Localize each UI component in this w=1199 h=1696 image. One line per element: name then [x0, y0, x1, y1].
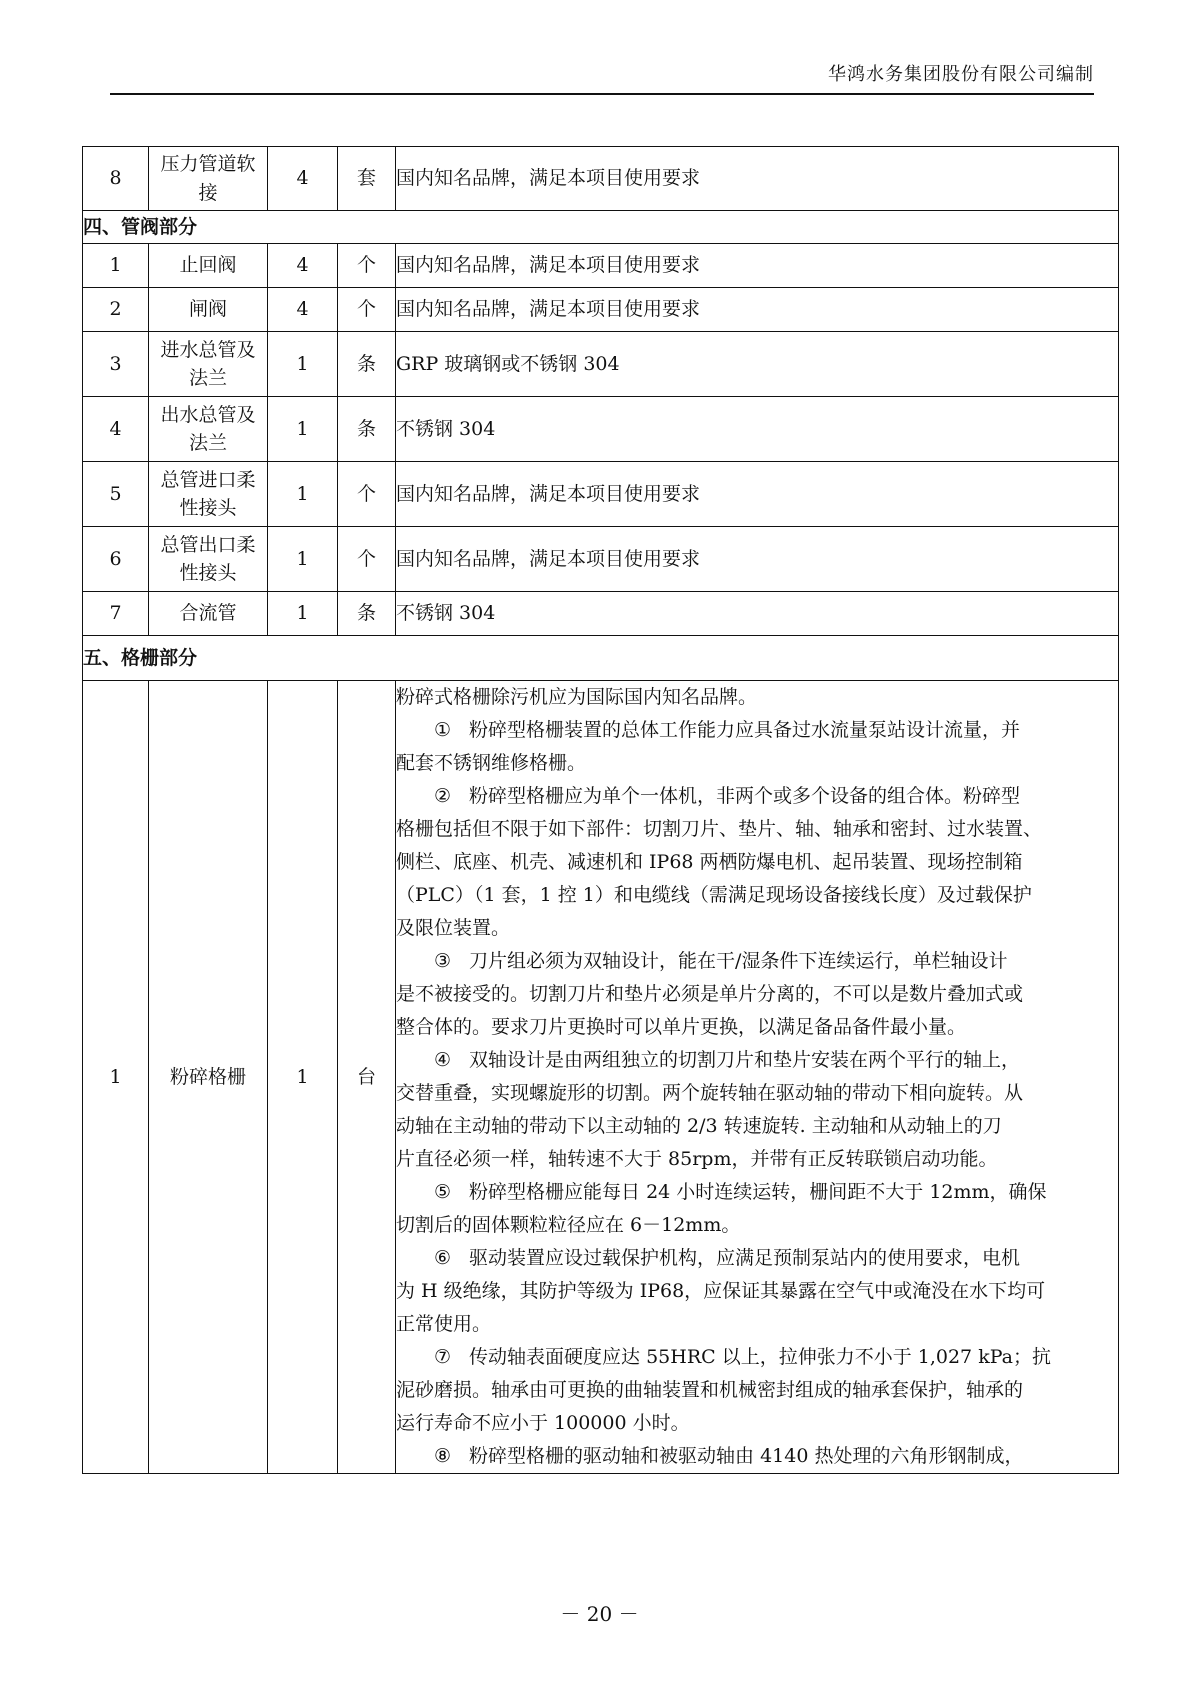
row-index: 7 — [83, 592, 149, 636]
row-name — [149, 244, 268, 288]
requirement-text: 刀片组必须为双轴设计，能在干/湿条件下连续运行，单栏轴设计 — [469, 950, 1008, 972]
requirement-text: 粉碎型格栅应能每日 24 小时连续运转，栅间距不大于 12mm，确保 — [469, 1181, 1047, 1203]
row-requirement — [396, 681, 1119, 1474]
row-name-line: 总管出口柔 — [160, 533, 256, 556]
section-title: 五、格栅部分 — [83, 636, 1119, 681]
row-quantity: 4 — [268, 288, 338, 332]
row-requirement: 国内知名品牌，满足本项目使用要求 — [396, 288, 1119, 332]
page-number: － 20 － — [560, 1602, 639, 1626]
row-index: 3 — [83, 332, 149, 397]
row-index: 8 — [83, 147, 149, 211]
row-requirement: 不锈钢 304 — [396, 397, 1119, 462]
row-name — [149, 332, 268, 397]
row-quantity: 4 — [268, 244, 338, 288]
requirement-text: 粉碎型格栅的驱动轴和被驱动轴由 4140 热处理的六角形钢制成， — [469, 1445, 1024, 1467]
section-row — [83, 636, 1119, 681]
row-name-line: 性接头 — [179, 562, 237, 584]
requirement-text: 切割后的固体颗粒粒径应在 6－12mm。 — [396, 1214, 741, 1236]
requirement-text: 整合体的。要求刀片更换时可以单片更换，以满足备品备件最小量。 — [396, 1016, 967, 1038]
requirement-line — [396, 1011, 1118, 1044]
row-name-line: 接 — [198, 181, 218, 204]
requirement-text: 动轴在主动轴的带动下以主动轴的 2/3 转速旋转. 主动轴和从动轴上的刀 — [396, 1115, 1002, 1137]
requirement-line — [396, 1044, 1118, 1077]
requirement-line — [396, 1374, 1118, 1407]
row-unit: 个 — [338, 527, 396, 592]
table-row — [83, 332, 1119, 397]
item-number: ⑦ — [434, 1346, 452, 1368]
requirement-line — [396, 978, 1118, 1011]
requirement-line — [396, 1440, 1118, 1473]
row-index: 4 — [83, 397, 149, 462]
table-row — [83, 592, 1119, 636]
requirement-line — [396, 747, 1118, 780]
requirement-text: 是不被接受的。切割刀片和垫片必须是单片分离的，不可以是数片叠加式或 — [396, 983, 1024, 1005]
row-name — [149, 288, 268, 332]
row-name — [149, 147, 268, 211]
header-organization: 华鸿水务集团股份有限公司编制 — [828, 64, 1094, 85]
table-row — [83, 527, 1119, 592]
section-title: 四、管阀部分 — [83, 211, 1119, 244]
item-number: ④ — [434, 1049, 452, 1071]
row-unit: 套 — [338, 147, 396, 211]
table-row — [83, 397, 1119, 462]
requirement-line — [396, 1407, 1118, 1440]
row-name-line: 法兰 — [188, 432, 227, 454]
requirement-line — [396, 1143, 1118, 1176]
row-name-line: 出水总管及 — [160, 403, 256, 426]
requirement-text: 正常使用。 — [396, 1313, 492, 1335]
table-row — [83, 462, 1119, 527]
row-index: 2 — [83, 288, 149, 332]
item-number: ⑧ — [434, 1445, 452, 1467]
requirement-line — [396, 714, 1118, 747]
requirement-text: 粉碎型格栅应为单个一体机，非两个或多个设备的组合体。粉碎型 — [469, 785, 1021, 807]
requirement-line — [396, 879, 1118, 912]
row-requirement: 国内知名品牌，满足本项目使用要求 — [396, 527, 1119, 592]
row-index: 1 — [83, 244, 149, 288]
requirement-line — [396, 813, 1118, 846]
requirement-text: 交替重叠，实现螺旋形的切割。两个旋转轴在驱动轴的带动下相向旋转。从 — [396, 1082, 1024, 1104]
row-quantity: 1 — [268, 527, 338, 592]
requirement-text: 及限位装置。 — [396, 917, 511, 939]
row-unit: 个 — [338, 462, 396, 527]
row-name-line: 闸阀 — [188, 298, 227, 321]
requirement-line — [396, 1341, 1118, 1374]
table-row — [83, 244, 1119, 288]
requirement-text: （PLC）（1 套，1 控 1）和电缆线（需满足现场设备接线长度）及过载保护 — [396, 884, 1032, 906]
row-quantity: 1 — [268, 397, 338, 462]
requirement-line — [396, 1176, 1118, 1209]
requirement-line — [396, 1110, 1118, 1143]
requirement-text: 配套不锈钢维修格栅。 — [396, 752, 587, 774]
row-unit: 台 — [338, 681, 396, 1474]
requirement-text: 侧栏、底座、机壳、减速机和 IP68 两栖防爆电机、起吊装置、现场控制箱 — [396, 851, 1023, 873]
requirement-line — [396, 912, 1118, 945]
requirement-line — [396, 780, 1118, 813]
row-requirement: 国内知名品牌，满足本项目使用要求 — [396, 244, 1119, 288]
requirement-line — [396, 1242, 1118, 1275]
row-name-line: 压力管道软 — [160, 153, 256, 175]
row-name-line: 进水总管及 — [160, 338, 256, 361]
section-row — [83, 211, 1119, 244]
header-divider — [110, 93, 1094, 95]
requirement-text: 驱动装置应设过载保护机构，应满足预制泵站内的使用要求，电机 — [469, 1247, 1021, 1269]
row-requirement: 不锈钢 304 — [396, 592, 1119, 636]
requirement-text: 为 H 级绝缘，其防护等级为 IP68，应保证其暴露在空气中或淹没在水下均可 — [396, 1280, 1046, 1302]
requirement-line — [396, 1077, 1118, 1110]
row-name-line: 性接头 — [179, 497, 237, 519]
row-name-line: 合流管 — [179, 602, 237, 625]
requirement-text: 双轴设计是由两组独立的切割刀片和垫片安装在两个平行的轴上， — [469, 1049, 1021, 1071]
row-unit: 条 — [338, 397, 396, 462]
table-row — [83, 288, 1119, 332]
requirement-text: 片直径必须一样，轴转速不大于 85rpm，并带有正反转联锁启动功能。 — [396, 1148, 998, 1170]
requirement-line — [396, 1308, 1118, 1341]
row-name — [149, 527, 268, 592]
requirement-line — [396, 1209, 1118, 1242]
row-unit: 个 — [338, 288, 396, 332]
table-row — [83, 147, 1119, 211]
requirement-text: 传动轴表面硬度应达 55HRC 以上，拉伸张力不小于 1,027 kPa；抗 — [469, 1346, 1051, 1368]
row-quantity: 1 — [268, 592, 338, 636]
requirement-text: 格栅包括但不限于如下部件：切割刀片、垫片、轴、轴承和密封、过水装置、 — [396, 818, 1043, 840]
row-unit: 个 — [338, 244, 396, 288]
requirement-line — [396, 945, 1118, 978]
row-requirement: GRP 玻璃钢或不锈钢 304 — [396, 332, 1119, 397]
row-quantity: 1 — [268, 681, 338, 1474]
row-quantity: 4 — [268, 147, 338, 211]
row-name-line: 法兰 — [188, 367, 227, 389]
row-name — [149, 592, 268, 636]
requirement-intro: 粉碎式格栅除污机应为国际国内知名品牌。 — [396, 686, 758, 708]
item-number: ⑤ — [434, 1181, 452, 1203]
row-requirement: 国内知名品牌，满足本项目使用要求 — [396, 147, 1119, 211]
row-unit: 条 — [338, 592, 396, 636]
row-index: 6 — [83, 527, 149, 592]
requirement-text: 粉碎型格栅装置的总体工作能力应具备过水流量泵站设计流量，并 — [469, 719, 1021, 741]
row-index: 5 — [83, 462, 149, 527]
row-name — [149, 462, 268, 527]
row-name-line: 止回阀 — [179, 254, 237, 277]
item-number: ③ — [434, 950, 452, 972]
item-number: ⑥ — [434, 1247, 452, 1269]
item-number: ① — [434, 719, 452, 741]
equipment-spec-table — [82, 146, 1119, 1474]
row-unit: 条 — [338, 332, 396, 397]
item-number: ② — [434, 785, 452, 807]
row-quantity: 1 — [268, 462, 338, 527]
requirement-line — [396, 1275, 1118, 1308]
requirement-line — [396, 846, 1118, 879]
requirement-text: 运行寿命不应小于 100000 小时。 — [396, 1412, 690, 1434]
row-name — [149, 397, 268, 462]
row-quantity: 1 — [268, 332, 338, 397]
table-body — [83, 147, 1119, 1474]
table-row — [83, 681, 1119, 1474]
row-requirement: 国内知名品牌，满足本项目使用要求 — [396, 462, 1119, 527]
row-index: 1 — [83, 681, 149, 1474]
row-name: 粉碎格栅 — [149, 681, 268, 1474]
row-name-line: 总管进口柔 — [160, 468, 256, 491]
requirement-text: 泥砂磨损。轴承由可更换的曲轴装置和机械密封组成的轴承套保护，轴承的 — [396, 1379, 1024, 1401]
